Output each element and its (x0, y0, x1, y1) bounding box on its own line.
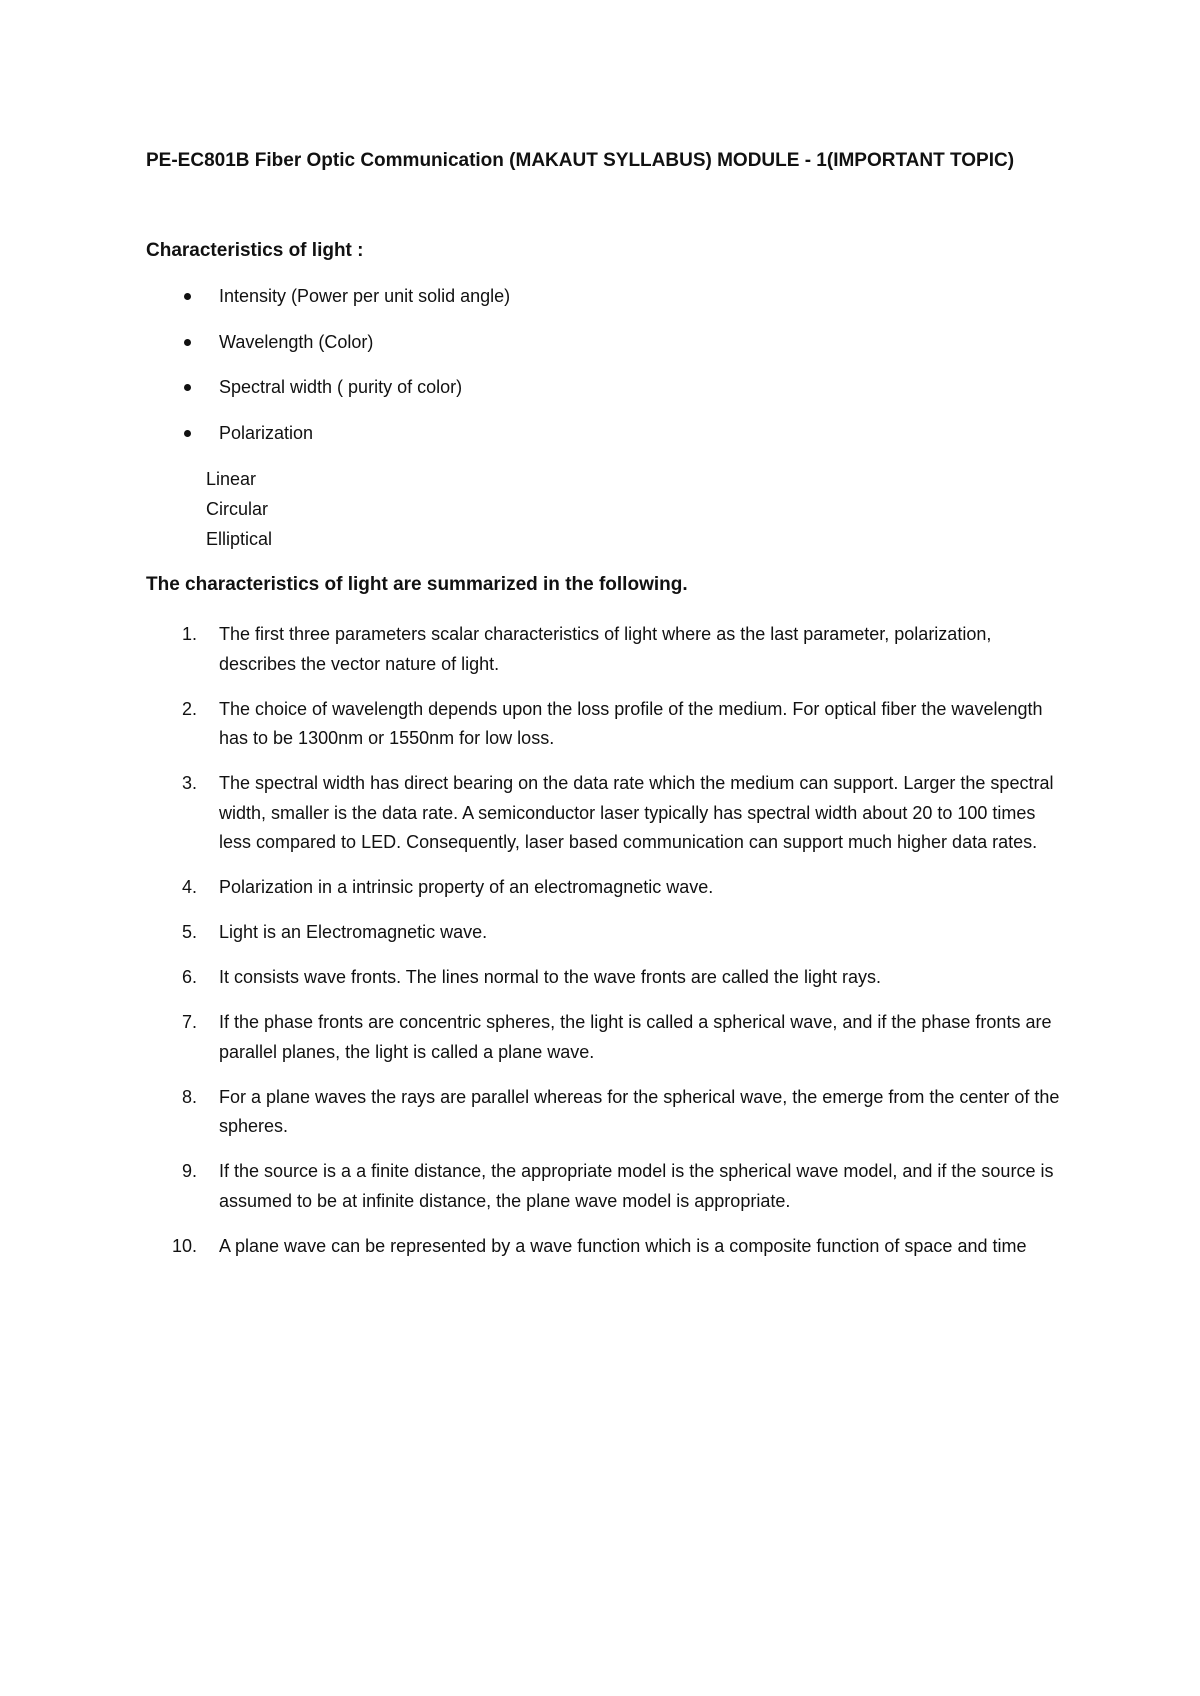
document-title: PE-EC801B Fiber Optic Communication (MAKAUT SYLLABUS) MODULE - 1(IMPORTANT TOPIC) (146, 150, 1015, 171)
summary-heading: The characteristics of light are summarized in the following. (146, 574, 688, 595)
item-text: If the phase fronts are concentric spheres, the light is called a spherical wave, and if the phase fronts are parallel planes, the light is called a plane wave. (219, 1012, 1052, 1062)
item-number: 8. (182, 1086, 198, 1107)
item-text: The choice of wavelength depends upon the loss profile of the medium. For optical fiber the wavelength has to be 1300nm or 1550nm for low loss. (219, 698, 1043, 748)
item-number: 6. (182, 967, 198, 987)
list-item-text: Spectral width ( purity of color) (219, 377, 463, 397)
numbered-item (146, 769, 1066, 858)
summary-list (146, 620, 1066, 1277)
bullet-icon (184, 384, 191, 391)
item-number: 5. (182, 922, 198, 942)
list-item-text: Wavelength (Color) (219, 331, 374, 352)
list-item (146, 423, 510, 469)
numbered-item (146, 1232, 1066, 1262)
bullet-icon (184, 339, 191, 346)
numbered-item (146, 1008, 1066, 1067)
polarization-type: Elliptical (206, 529, 273, 549)
polarization-type: Circular (206, 499, 269, 519)
item-text: A plane wave can be represented by a wave function which is a composite function of space and time (219, 1235, 1027, 1256)
numbered-item (146, 918, 1066, 948)
item-number: 2. (182, 698, 198, 719)
numbered-item (146, 963, 1066, 993)
characteristics-list (146, 286, 510, 468)
list-item (146, 332, 510, 378)
list-item-text: Intensity (Power per unit solid angle) (219, 286, 511, 306)
item-text: The first three parameters scalar characteristics of light where as the last parameter, polarization, describes the vector nature of light. (219, 624, 992, 674)
bullet-icon (184, 293, 191, 300)
item-number: 1. (182, 624, 198, 644)
item-text: Light is an Electromagnetic wave. (219, 922, 488, 942)
item-text: Polarization in a intrinsic property of an electromagnetic wave. (219, 877, 714, 897)
item-number: 3. (182, 773, 198, 793)
numbered-item (146, 1083, 1066, 1142)
polarization-types-list (206, 469, 272, 559)
numbered-item (146, 873, 1066, 903)
polarization-type: Linear (206, 469, 257, 489)
item-text: If the source is a a finite distance, the appropriate model is the spherical wave model, and if the source is assumed to be at infinite distance, the plane wave model is appropriate. (219, 1161, 1054, 1211)
numbered-item (146, 1157, 1066, 1216)
list-item (146, 377, 510, 423)
item-number: 7. (182, 1012, 198, 1032)
numbered-item (146, 695, 1066, 754)
list-item (146, 286, 510, 332)
item-number: 4. (182, 877, 198, 897)
item-number: 10. (172, 1235, 198, 1256)
characteristics-heading: Characteristics of light : (146, 240, 364, 261)
bullet-icon (184, 430, 191, 437)
item-text: For a plane waves the rays are parallel whereas for the spherical wave, the emerge from the center of the spheres. (219, 1086, 1060, 1136)
list-item-text: Polarization (219, 422, 314, 443)
item-text: The spectral width has direct bearing on the data rate which the medium can support. Larger the spectral width, smaller is the data rate. A semiconductor laser typically has spectral width about 20 to 100 times less compared to LED. Consequently, laser based communication can support much higher data rates. (219, 773, 1054, 852)
item-text: It consists wave fronts. The lines normal to the wave fronts are called the light rays. (219, 967, 881, 987)
numbered-item (146, 620, 1066, 679)
item-number: 9. (182, 1161, 198, 1181)
